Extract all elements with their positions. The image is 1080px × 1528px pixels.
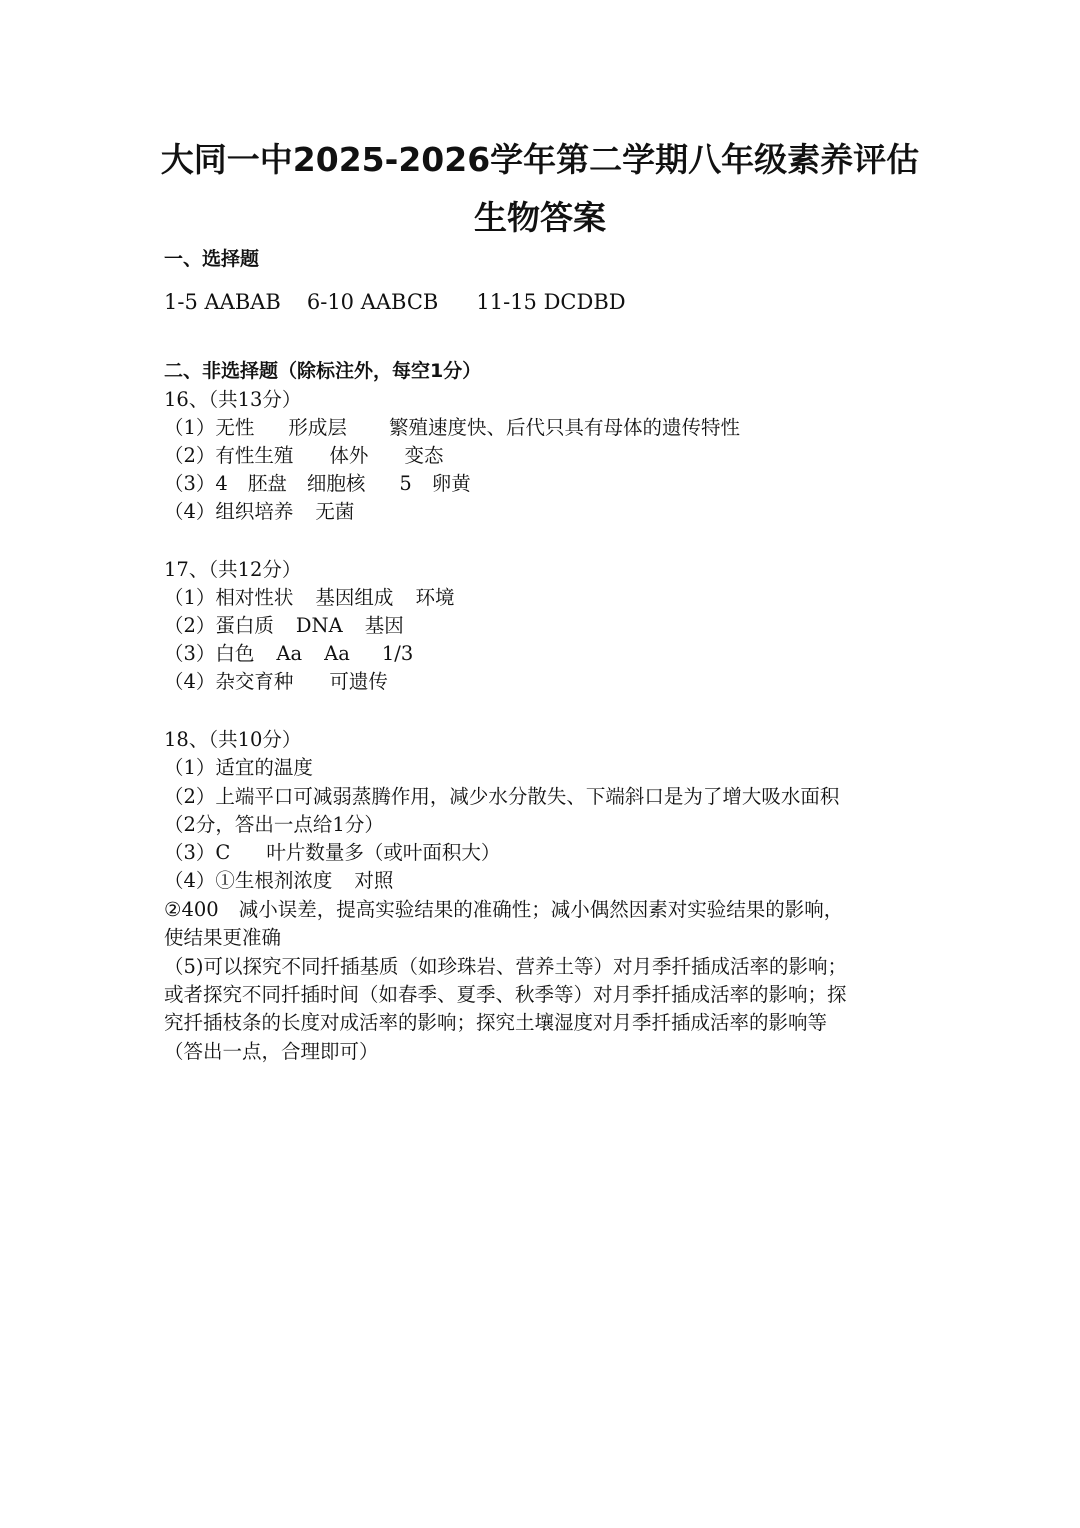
q17-3-d: 1/3 xyxy=(381,642,414,665)
q16-answer-2 xyxy=(164,442,443,470)
q18-header: 18、（共10分） xyxy=(164,728,302,751)
q16-3-b: 胚盘 xyxy=(247,472,287,495)
q18-answer-5d: （答出一点，合理即可） xyxy=(164,1040,379,1063)
q16-answer-1 xyxy=(164,414,740,442)
q18-answer-1: （1）适宜的温度 xyxy=(164,756,313,779)
q17-4-b: 可遗传 xyxy=(329,670,388,693)
q18-4-b: 对照 xyxy=(354,869,394,892)
mc-group-11-15: 11-15 DCDBD xyxy=(476,290,626,314)
q17-2-b: DNA xyxy=(295,614,343,637)
q18-3-b: 叶片数量多（或叶面积大） xyxy=(266,841,501,864)
q18-3-a: （3）C xyxy=(164,841,231,864)
q18-answer-5b: 或者探究不同扦插时间（如春季、夏季、秋季等）对月季扦插成活率的影响；探 xyxy=(164,983,847,1006)
q17-answer-2 xyxy=(164,612,404,640)
q18-answer-2a: （2）上端平口可减弱蒸腾作用，减少水分散失、下端斜口是为了增大吸水面积 xyxy=(164,785,840,808)
q17-answer-3 xyxy=(164,640,413,668)
q17-2-c: 基因 xyxy=(364,614,404,637)
q16-3-c: 细胞核 xyxy=(306,472,366,495)
q17-answer-4 xyxy=(164,668,388,696)
q17-3-c: Aa xyxy=(324,642,350,665)
document-subtitle: 生物答案 xyxy=(474,198,606,237)
q17-2-a: （2）蛋白质 xyxy=(164,614,274,637)
q18-answer-4-2a xyxy=(164,896,843,924)
q18-answer-3 xyxy=(164,839,500,867)
q18-4-a: （4）①生根剂浓度 xyxy=(164,869,333,892)
section-non-choice-heading: 二、非选择题（除标注外，每空1分） xyxy=(164,360,482,382)
q16-2-a: （2）有性生殖 xyxy=(164,444,294,467)
q16-2-b: 体外 xyxy=(329,444,369,467)
q16-2-c: 变态 xyxy=(404,444,444,467)
q17-3-a: （3）白色 xyxy=(164,642,255,665)
q17-1-a: （1）相对性状 xyxy=(164,586,294,609)
q16-3-a: （3）4 xyxy=(164,472,228,495)
q16-4-b: 无菌 xyxy=(315,500,355,523)
q16-1-a: （1）无性 xyxy=(164,416,255,439)
mc-group-6-10: 6-10 AABCB xyxy=(306,290,439,314)
q16-1-b: 形成层 xyxy=(288,416,347,439)
section-multiple-choice-heading: 一、选择题 xyxy=(164,248,260,270)
q16-answer-3 xyxy=(164,470,471,498)
multiple-choice-answers xyxy=(164,287,626,317)
q18-answer-5a: （5)可以探究不同扦插基质（如珍珠岩、营养土等）对月季扦插成活率的影响； xyxy=(164,955,848,978)
q16-3-e: 卵黄 xyxy=(431,472,471,495)
q16-4-a: （4）组织培养 xyxy=(164,500,294,523)
q18-answer-4-2b: 使结果更准确 xyxy=(164,926,282,949)
q17-4-a: （4）杂交育种 xyxy=(164,670,294,693)
q17-header: 17、（共12分） xyxy=(164,558,302,581)
q18-answer-4 xyxy=(164,867,393,895)
q17-1-b: 基因组成 xyxy=(315,586,394,609)
mc-group-1-5: 1-5 AABAB xyxy=(164,290,281,314)
q16-1-c: 繁殖速度快、后代只具有母体的遗传特性 xyxy=(388,416,740,439)
q17-answer-1 xyxy=(164,584,454,612)
q16-header: 16、（共13分） xyxy=(164,388,302,411)
q18-4-2-reason: 减小误差，提高实验结果的准确性；减小偶然因素对实验结果的影响， xyxy=(238,898,844,921)
q18-answer-2b: （2分，答出一点给1分） xyxy=(164,813,384,836)
q18-answer-5c: 究扦插枝条的长度对成活率的影响；探究土壤湿度对月季扦插成活率的影响等 xyxy=(164,1011,828,1034)
q18-4-2-value: ②400 xyxy=(164,898,219,921)
document-title: 大同一中2025-2026学年第二学期八年级素养评估 xyxy=(160,140,920,179)
q16-answer-4 xyxy=(164,498,354,526)
q17-1-c: 环境 xyxy=(415,586,455,609)
q17-3-b: Aa xyxy=(276,642,303,665)
q16-3-d: 5 xyxy=(399,472,412,495)
